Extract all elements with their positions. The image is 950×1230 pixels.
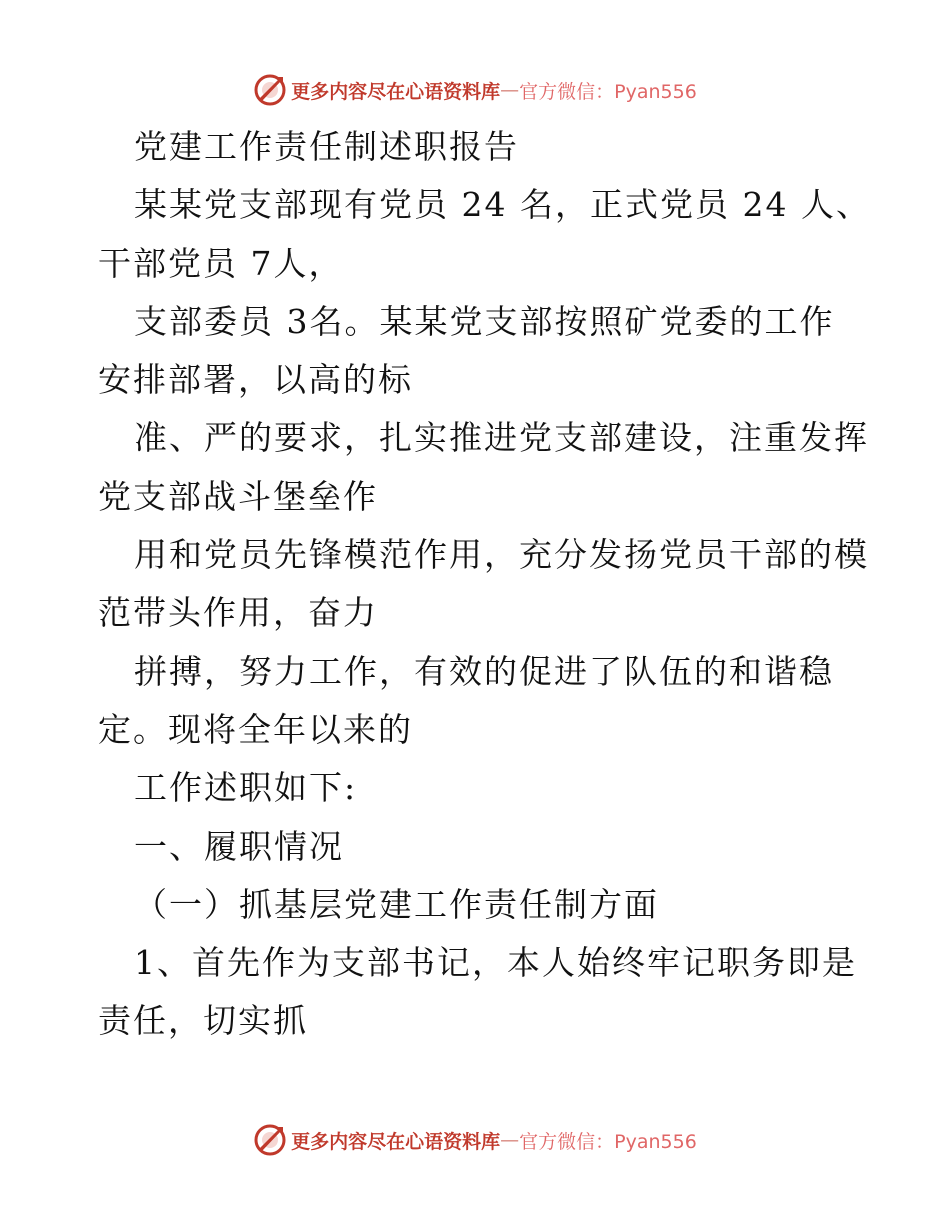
paragraph-line: 准、严的要求，扎实推进党支部建设，注重发挥 <box>134 418 869 458</box>
paragraph-line: 支部委员 3名。某某党支部按照矿党委的工作 <box>134 301 835 341</box>
watermark-separator: — <box>500 1129 520 1151</box>
section-heading: 一、履职情况 <box>134 826 344 866</box>
paragraph-line: 安排部署，以高的标 <box>98 360 413 400</box>
footer-watermark <box>0 1120 950 1160</box>
paragraph-line: 干部党员 7人， <box>98 243 344 283</box>
watermark-separator: — <box>500 79 520 101</box>
paragraph-line: 拼搏，努力工作，有效的促进了队伍的和谐稳 <box>134 651 834 691</box>
watermark-contact-text: 官方微信：Pyan556 <box>519 80 697 103</box>
header-watermark <box>0 70 950 110</box>
paragraph-line: 某某党支部现有党员 24 名，正式党员 24 人、 <box>134 185 871 225</box>
paragraph-line: 工作述职如下: <box>134 768 358 808</box>
document-body <box>98 118 871 1051</box>
watermark-brand-text: 更多内容尽在心语资料库 <box>291 1130 501 1153</box>
paragraph-line: 范带头作用，奋力 <box>98 593 378 633</box>
paragraph-line: 1、首先作为支部书记，本人始终牢记职务即是 <box>134 943 857 983</box>
watermark-contact-text: 官方微信：Pyan556 <box>519 1130 697 1153</box>
document-title: 党建工作责任制述职报告 <box>134 127 519 166</box>
brand-logo-icon <box>253 1123 287 1157</box>
subsection-heading: （一）抓基层党建工作责任制方面 <box>134 884 659 924</box>
paragraph-line: 用和党员先锋模范作用，充分发扬党员干部的模 <box>134 535 869 575</box>
watermark-brand-text: 更多内容尽在心语资料库 <box>291 80 501 103</box>
paragraph-line: 定。现将全年以来的 <box>98 709 413 749</box>
paragraph-line: 党支部战斗堡垒作 <box>98 476 378 516</box>
brand-logo-icon <box>253 73 287 107</box>
paragraph-line: 责任，切实抓 <box>98 1001 308 1041</box>
